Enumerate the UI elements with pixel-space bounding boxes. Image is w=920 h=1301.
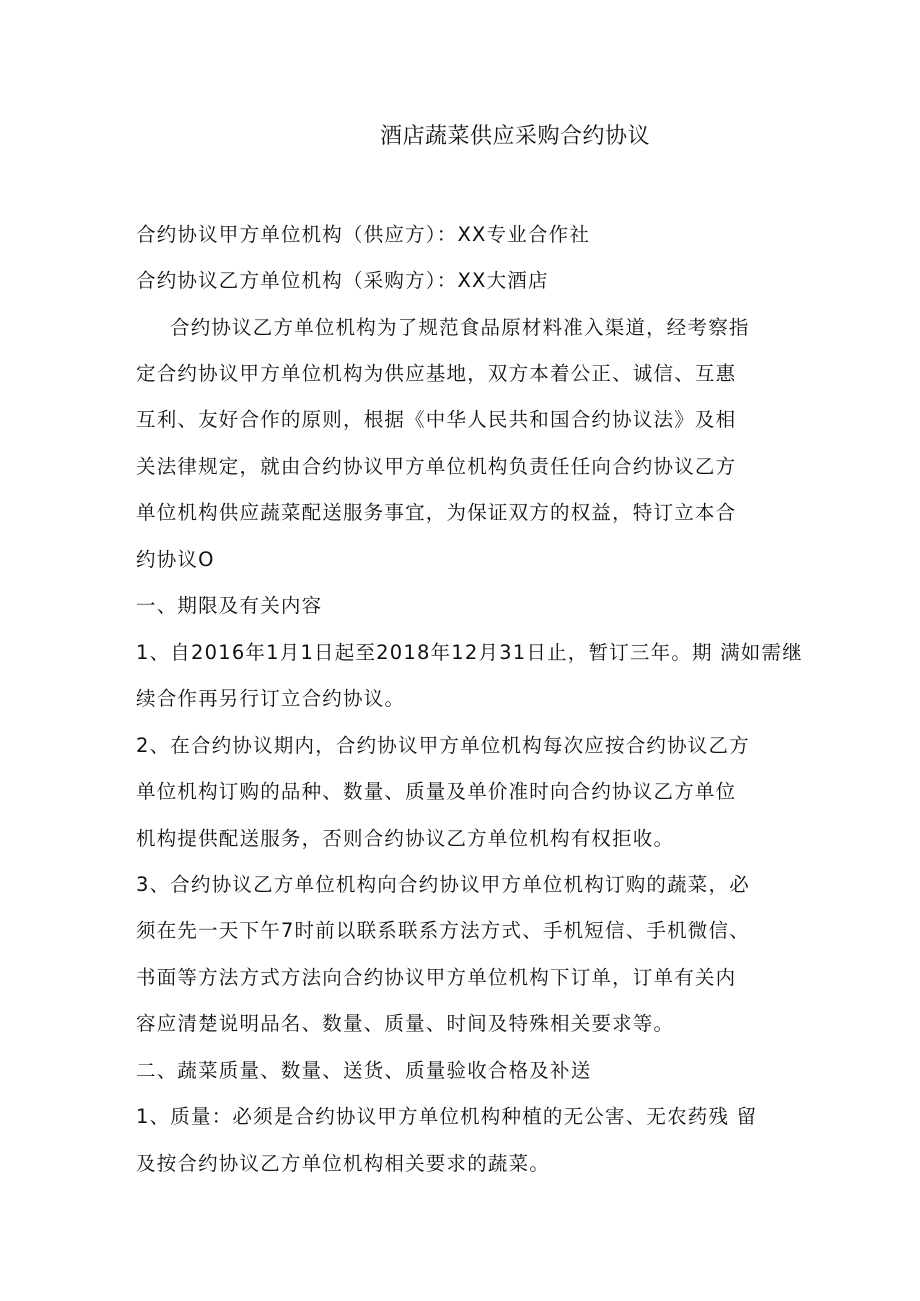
document-title: 酒店蔬菜供应采购合约协议 [379, 124, 650, 149]
section-heading: 一、期限及有关内容 [136, 594, 323, 617]
clause-line: 单位机构订购的品种、数量、质量及单价准时向合约协议乙方单位 [136, 780, 737, 803]
clause-line: 2、在合约协议期内，合约协议甲方单位机构每次应按合约协议乙方 [136, 734, 750, 757]
clause-line: 容应清楚说明品名、数量、质量、时间及特殊相关要求等。 [136, 1012, 675, 1035]
paragraph-line: 单位机构供应蔬菜配送服务事宜，为保证双方的权益，特订立本合 [136, 501, 737, 524]
clause-line: 1、质量：必须是合约协议甲方单位机构种植的无公害、无农药残 留 [136, 1105, 758, 1128]
clause-line: 及按合约协议乙方单位机构相关要求的蔬菜。 [136, 1152, 551, 1175]
clause-line: 续合作再另行订立合约协议。 [136, 687, 406, 710]
paragraph-line: 定合约协议甲方单位机构为供应基地，双方本着公正、诚信、互惠 [136, 362, 737, 385]
paragraph-line: 互利、友好合作的原则，根据《中华人民共和国合约协议法》及相 [136, 408, 737, 431]
paragraph-line: 合约协议乙方单位机构为了规范食品原材料准入渠道，经考察指 [170, 316, 750, 339]
clause-line: 1、自2016年1月1日起至2018年12月31日止，暂订三年。期 满如需继 [136, 641, 803, 664]
clause-line: 书面等方法方式方法向合约协议甲方单位机构下订单，订单有关内 [136, 966, 737, 989]
clause-line: 须在先一天下午7时前以联系联系方法方式、手机短信、手机微信、 [136, 919, 750, 942]
section-heading: 二、蔬菜质量、数量、送货、质量验收合格及补送 [136, 1059, 592, 1082]
clause-line: 机构提供配送服务，否则合约协议乙方单位机构有权拒收。 [136, 827, 675, 850]
party-a-line: 合约协议甲方单位机构（供应方）：XX专业合作社 [136, 223, 591, 246]
paragraph-line: 约协议O [136, 548, 215, 571]
clause-line: 3、合约协议乙方单位机构向合约协议甲方单位机构订购的蔬菜，必 [136, 873, 750, 896]
paragraph-line: 关法律规定，就由合约协议甲方单位机构负责任任向合约协议乙方 [136, 455, 737, 478]
party-b-line: 合约协议乙方单位机构（采购方）：XX大酒店 [136, 269, 549, 292]
